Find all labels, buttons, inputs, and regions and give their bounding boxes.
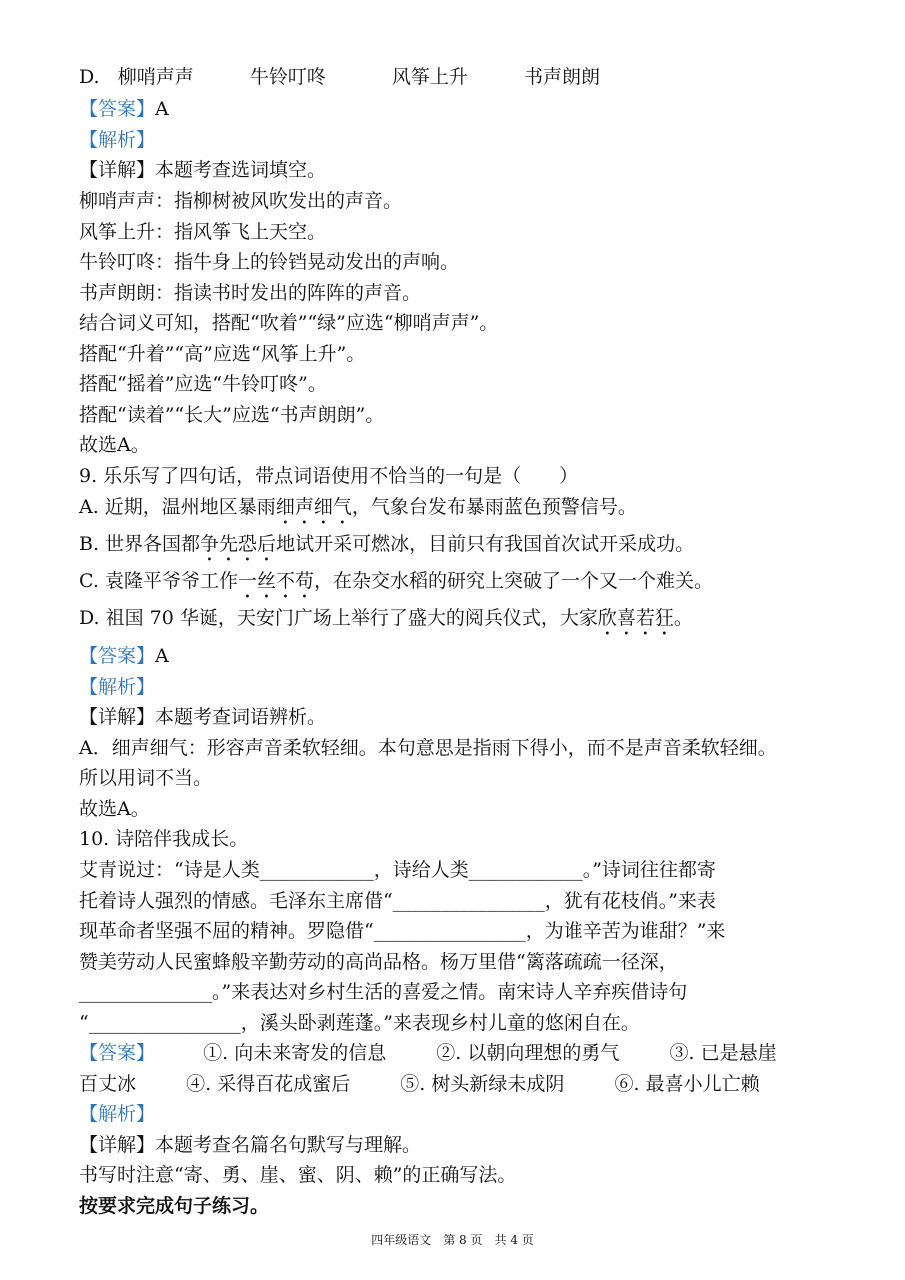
q9-line: 故选A。 <box>79 798 150 820</box>
q10-body-line: “________________，溪头卧剥莲蓬。”来表现乡村儿童的悠闲自在。 <box>79 1012 640 1034</box>
option-text: C. 袁隆平爷爷工作 <box>79 570 238 592</box>
option-word: 风筝上升 <box>391 66 468 88</box>
answer-item: ②. 以朝向理想的勇气 <box>436 1042 620 1064</box>
q9-detail <box>79 704 865 730</box>
dotted-word: 欣喜若狂 <box>597 607 674 629</box>
answer-tag: 【答案】 <box>79 1042 156 1064</box>
q9-line: 所以用词不当。 <box>79 767 213 789</box>
q9-option-a <box>79 494 865 529</box>
q8-line: 结合词义可知，搭配“吹着”“绿”应选“柳哨声声”。 <box>79 312 499 334</box>
detail-tag: 【详解】 <box>79 1134 156 1156</box>
answer-value: A <box>155 645 169 667</box>
option-text: 地试开采可燃冰，目前只有我国首次试开采成功。 <box>276 533 695 555</box>
q10-line: 书写时注意“寄、勇、崖、蜜、阴、赖”的正确写法。 <box>79 1164 517 1186</box>
q10-body-line: 托着诗人强烈的情感。毛泽东主席借“________________，犹有花枝俏。”来表 <box>79 890 716 912</box>
answer-item: ④. 采得百花成蜜后 <box>186 1073 351 1095</box>
q8-line: 搭配“摇着”应选“牛铃叮咚”。 <box>79 373 327 395</box>
q8-option-d <box>79 64 865 90</box>
q8-answer <box>79 96 865 122</box>
answer-item: ①. 向未来寄发的信息 <box>203 1042 387 1064</box>
q8-line: 搭配“读着”“长大”应选“书声朗朗”。 <box>79 404 385 426</box>
answer-item: 百丈冰 <box>79 1073 137 1095</box>
q9-stem: 9. 乐乐写了四句话，带点词语使用不恰当的一句是（ ） <box>79 465 579 487</box>
q9-option-b <box>79 531 865 566</box>
option-label: D. <box>79 66 100 88</box>
answer-tag: 【答案】 <box>79 645 156 667</box>
dotted-word: 细声细气 <box>275 496 352 518</box>
q8-detail <box>79 157 865 183</box>
option-text: ，气象台发布暴雨蓝色预警信号。 <box>351 496 637 518</box>
detail-tag: 【详解】 <box>79 159 156 181</box>
option-word: 书声朗朗 <box>524 66 601 88</box>
q10-body-line: 现革命者坚强不屈的精神。罗隐借“________________，为谁辛苦为谁甜？”来 <box>79 920 726 942</box>
q8-line: 搭配“升着”“高”应选“风筝上升”。 <box>79 343 366 365</box>
answer-value: A <box>155 98 169 120</box>
q8-line: 风筝上升：指风筝飞上天空。 <box>79 221 327 243</box>
q9-analysis-tag: 【解析】 <box>79 676 156 698</box>
q8-line: 故选A。 <box>79 434 150 456</box>
q10-answer-line <box>79 1071 865 1097</box>
detail-text: 本题考查名篇名句默写与理解。 <box>155 1134 422 1156</box>
option-word: 牛铃叮咚 <box>249 66 326 88</box>
q10-stem: 10. 诗陪伴我成长。 <box>79 828 249 850</box>
detail-text: 本题考查词语辨析。 <box>155 706 327 728</box>
option-word: 柳哨声声 <box>117 66 194 88</box>
q10-body-line: ______________。”来表达对乡村生活的喜爱之情。南宋诗人辛弃疾借诗句 <box>79 981 688 1003</box>
q9-answer <box>79 643 865 669</box>
q8-analysis-tag: 【解析】 <box>79 129 156 151</box>
dotted-word: 争先恐后 <box>200 533 277 555</box>
q9-option-d <box>79 605 865 640</box>
q10-answer-line <box>79 1040 865 1066</box>
page-footer: 四年级语文 第 8 页 共 4 页 <box>371 1233 534 1247</box>
answer-item: ③. 已是悬崖 <box>669 1042 777 1064</box>
answer-item: ⑥. 最喜小儿亡赖 <box>614 1073 760 1095</box>
q10-detail <box>79 1132 865 1158</box>
q8-line: 柳哨声声：指柳树被风吹发出的声音。 <box>79 190 403 212</box>
option-text: 。 <box>673 607 693 629</box>
q10-body-line: 赞美劳动人民蜜蜂般辛勤劳动的高尚品格。杨万里借“篱落疏疏一径深， <box>79 951 678 973</box>
detail-tag: 【详解】 <box>79 706 156 728</box>
q8-line: 书声朗朗：指读书时发出的阵阵的声音。 <box>79 282 422 304</box>
q9-option-c <box>79 568 865 603</box>
answer-item: ⑤. 树头新绿未成阴 <box>400 1073 565 1095</box>
q8-line: 牛铃叮咚：指牛身上的铃铛晃动发出的声响。 <box>79 251 460 273</box>
q10-body-line: 艾青说过：“诗是人类____________，诗给人类____________。”诗词往往都寄 <box>79 859 716 881</box>
section-heading: 按要求完成句子练习。 <box>79 1195 270 1217</box>
q9-line: A．细声细气：形容声音柔软轻细。本句意思是指雨下得小，而不是声音柔软轻细。 <box>79 737 777 759</box>
option-text: D. 祖国 70 华诞，天安门广场上举行了盛大的阅兵仪式，大家 <box>79 607 598 629</box>
q10-analysis-tag: 【解析】 <box>79 1103 156 1125</box>
option-text: B. 世界各国都 <box>79 533 201 555</box>
option-text: ，在杂交水稻的研究上突破了一个又一个难关。 <box>313 570 713 592</box>
dotted-word: 一丝不苟 <box>237 570 314 592</box>
detail-text: 本题考查选词填空。 <box>155 159 327 181</box>
answer-tag: 【答案】 <box>79 98 156 120</box>
option-text: A. 近期，温州地区暴雨 <box>79 496 276 518</box>
